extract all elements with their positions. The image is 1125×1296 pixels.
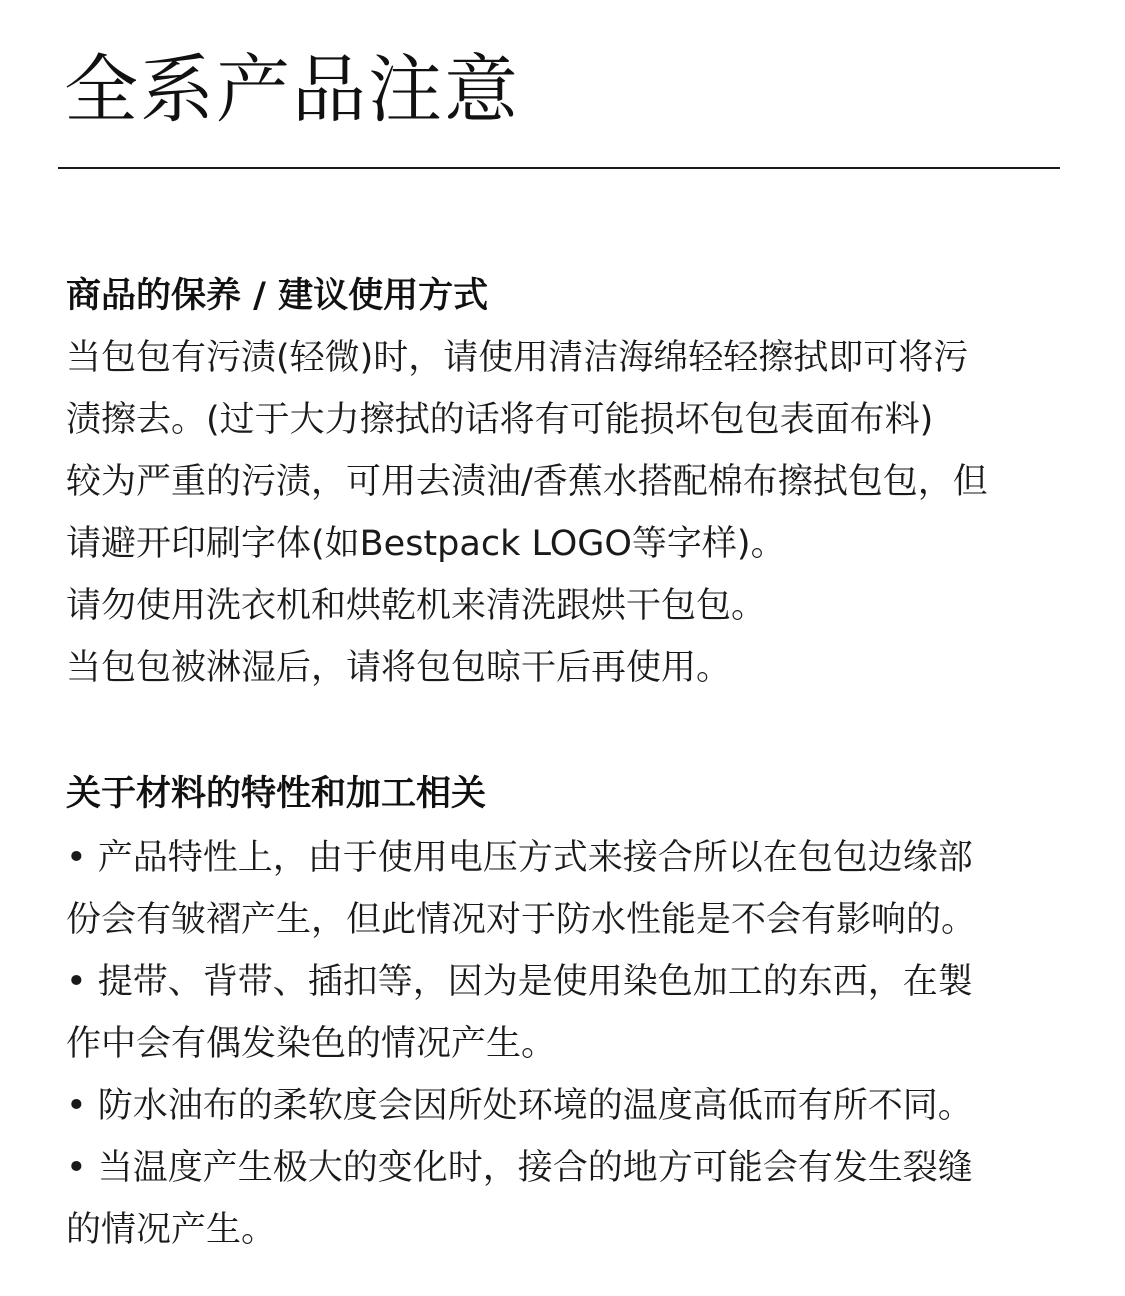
section-heading: 商品的保养 / 建议使用方式 [66, 276, 489, 316]
material-properties-section [66, 768, 1076, 1261]
section-body [66, 827, 1076, 1261]
text-line: 当包包被淋湿后，请将包包晾干后再使用。 [66, 648, 732, 688]
title-divider [58, 167, 1060, 169]
text-line: 当包包有污渍(轻微)时，请使用清洁海绵轻轻擦拭即可将污 [66, 338, 969, 378]
text-line: 请勿使用洗衣机和烘乾机来清洗跟烘干包包。 [66, 586, 767, 626]
text-line: 作中会有偶发染色的情况产生。 [66, 1024, 557, 1064]
text-line: 较为严重的污渍，可用去渍油/香蕉水搭配棉布擦拭包包，但 [66, 462, 988, 502]
section-heading: 关于材料的特性和加工相关 [66, 774, 487, 814]
page-title: 全系产品注意 [64, 47, 520, 133]
care-usage-section [66, 270, 1076, 699]
text-line: 请避开印刷字体(如Bestpack LOGO等字样)。 [66, 524, 786, 564]
text-line: • 产品特性上，由于使用电压方式来接合所以在包包边缘部 [66, 838, 973, 878]
text-line: • 当温度产生极大的变化时，接合的地方可能会有发生裂缝 [66, 1148, 973, 1188]
section-body [66, 327, 1076, 699]
text-line: • 提带、背带、插扣等，因为是使用染色加工的东西，在製 [66, 962, 973, 1002]
text-line: 份会有皱褶产生，但此情况对于防水性能是不会有影响的。 [66, 900, 977, 940]
text-line: 的情况产生。 [66, 1210, 277, 1250]
text-line: • 防水油布的柔软度会因所处环境的温度高低而有所不同。 [66, 1086, 973, 1126]
text-line: 渍擦去。(过于大力擦拭的话将有可能损坏包包表面布料) [66, 400, 934, 440]
